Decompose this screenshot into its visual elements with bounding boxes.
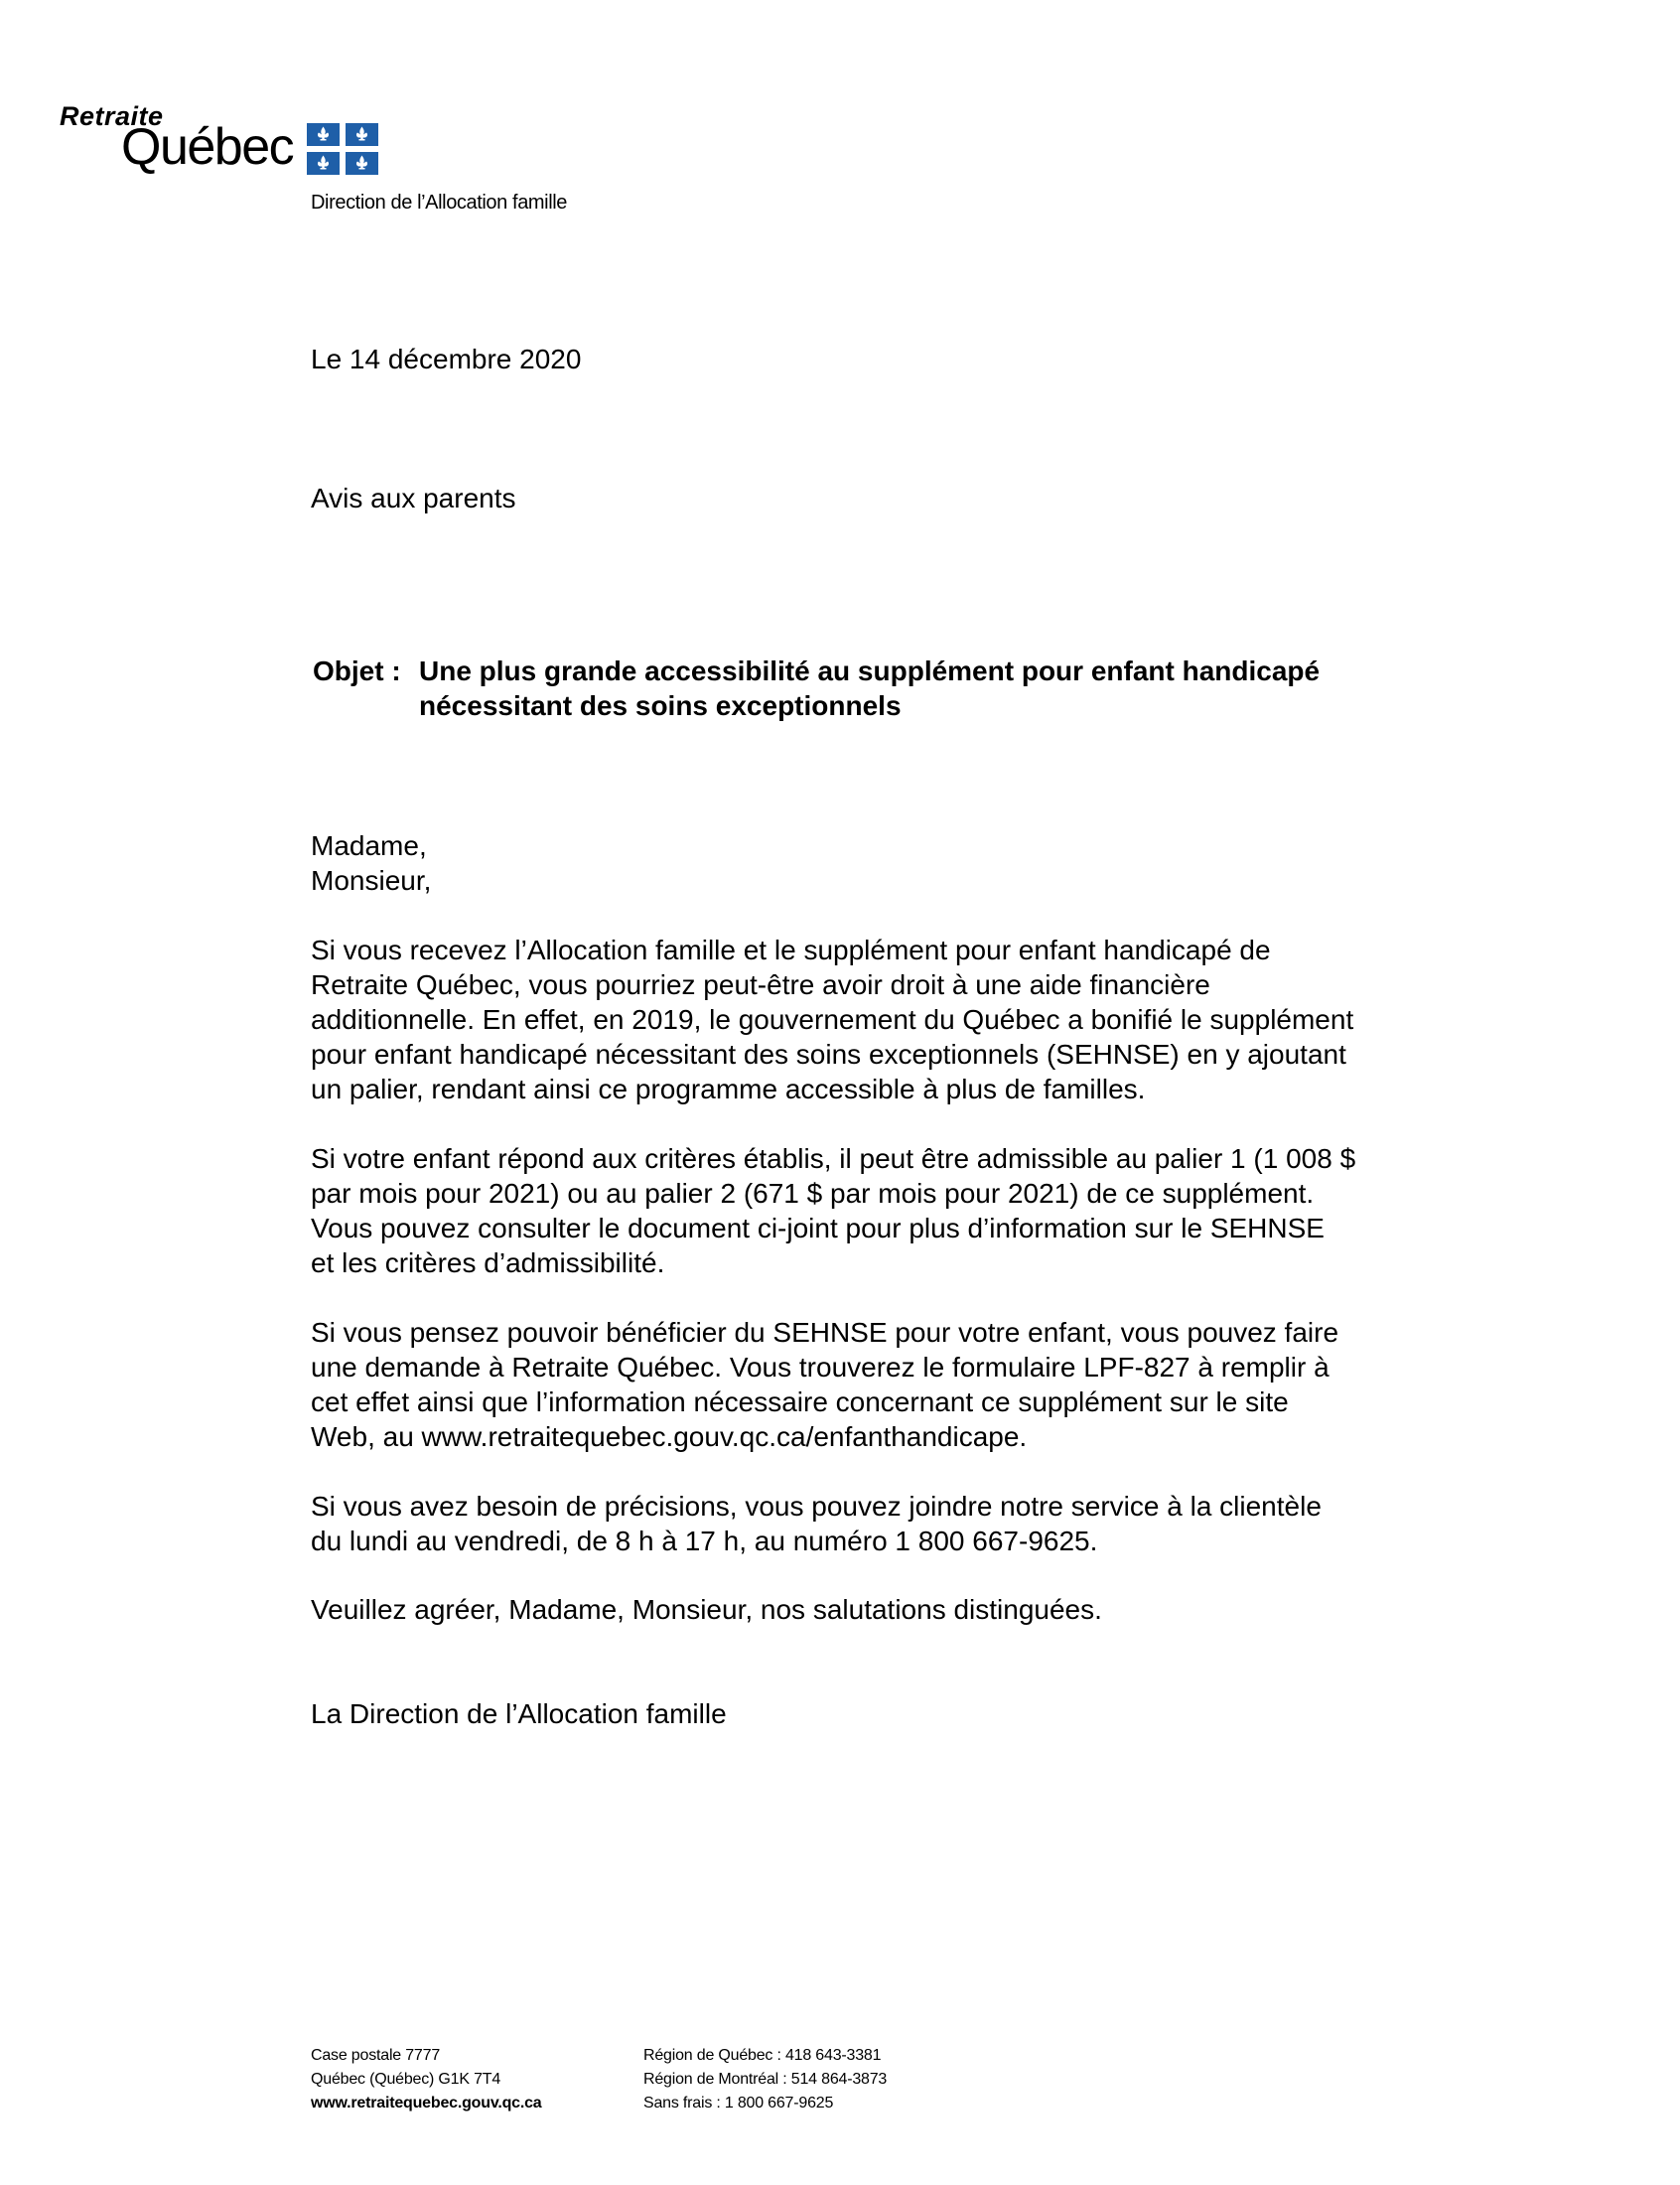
footer-phones	[643, 2044, 887, 2115]
salutation-line: Madame,	[311, 830, 427, 861]
letter-date: Le 14 décembre 2020	[311, 344, 582, 374]
logo-retraite-text: Retraite	[60, 101, 164, 131]
subject-line: nécessitant des soins exceptionnels	[419, 690, 902, 721]
logo-quebec-text: Québec	[121, 118, 294, 176]
letter-addressee: Avis aux parents	[311, 483, 516, 513]
paragraph-line: Retraite Québec, vous pourriez peut-être avoir droit à une aide financière	[311, 969, 1210, 1000]
paragraph-line: Veuillez agréer, Madame, Monsieur, nos salutations distinguées.	[311, 1594, 1102, 1625]
salutation-line: Monsieur,	[311, 865, 432, 896]
paragraph-line: additionnelle. En effet, en 2019, le gouvernement du Québec a bonifié le supplément	[311, 1004, 1354, 1035]
paragraph-1	[311, 933, 1443, 1106]
subject-line: Une plus grande accessibilité au supplément pour enfant handicapé	[419, 656, 1321, 686]
paragraph-line: Si vous recevez l’Allocation famille et le supplément pour enfant handicapé de	[311, 935, 1271, 965]
paragraph-3	[311, 1315, 1443, 1454]
footer-address-line: Québec (Québec) G1K 7T4	[311, 2071, 501, 2088]
paragraph-line: un palier, rendant ainsi ce programme accessible à plus de familles.	[311, 1074, 1146, 1104]
footer-website-link[interactable]: www.retraitequebec.gouv.qc.ca	[311, 2095, 542, 2112]
footer-phone-line: Sans frais : 1 800 667-9625	[643, 2095, 834, 2112]
paragraph-line: et les critères d’admissibilité.	[311, 1247, 665, 1278]
paragraph-line: une demande à Retraite Québec. Vous trouverez le formulaire LPF-827 à remplir à	[311, 1352, 1330, 1383]
paragraph-line: cet effet ainsi que l’information nécessaire concernant ce supplément sur le site	[311, 1386, 1289, 1417]
letter-salutation	[311, 828, 431, 898]
footer-phone-line: Région de Montréal : 514 864-3873	[643, 2071, 888, 2088]
letter-signature: La Direction de l’Allocation famille	[311, 1698, 727, 1729]
department-name: Direction de l’Allocation famille	[311, 192, 568, 214]
subject-label: Objet :	[313, 656, 401, 686]
paragraph-line: par mois pour 2021) ou au palier 2 (671 $ par mois pour 2021) de ce supplément.	[311, 1178, 1315, 1209]
paragraph-line: Si votre enfant répond aux critères établis, il peut être admissible au palier 1 (1 008 $	[311, 1143, 1356, 1174]
paragraph-4	[311, 1489, 1443, 1558]
footer-address-line: Case postale 7777	[311, 2047, 441, 2064]
paragraph-line: du lundi au vendredi, de 8 h à 17 h, au numéro 1 800 667-9625.	[311, 1526, 1098, 1556]
paragraph-line: Si vous pensez pouvoir bénéficier du SEHNSE pour votre enfant, vous pouvez faire	[311, 1317, 1339, 1348]
paragraph-line: Web, au www.retraitequebec.gouv.qc.ca/enfanthandicape.	[311, 1421, 1028, 1452]
retraite-quebec-logo	[60, 99, 397, 189]
footer-address	[311, 2044, 542, 2115]
letter-subject	[313, 654, 1425, 723]
paragraph-line: pour enfant handicapé nécessitant des soins exceptionnels (SEHNSE) en y ajoutant	[311, 1039, 1346, 1070]
subject-text	[419, 654, 1412, 723]
paragraph-line: Si vous avez besoin de précisions, vous pouvez joindre notre service à la clientèle	[311, 1491, 1322, 1522]
paragraph-2	[311, 1141, 1443, 1280]
quebec-flag-icon	[307, 123, 378, 175]
footer-phone-line: Région de Québec : 418 643-3381	[643, 2047, 882, 2064]
paragraph-line: Vous pouvez consulter le document ci-joint pour plus d’information sur le SEHNSE	[311, 1213, 1325, 1243]
paragraph-5	[311, 1592, 1443, 1627]
